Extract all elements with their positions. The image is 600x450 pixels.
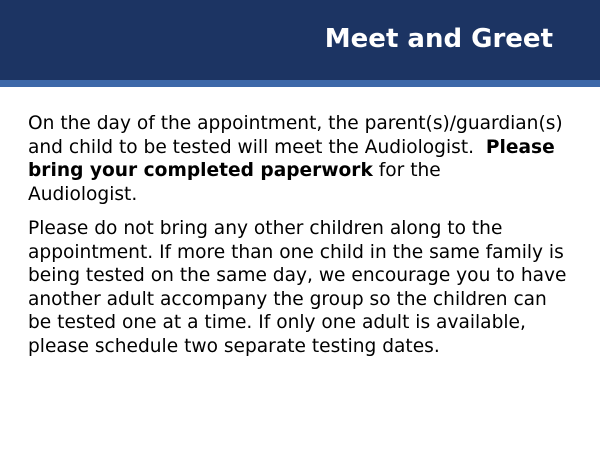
paragraph-1-line-3 [28,159,578,183]
paragraph-1-line-1: On the day of the appointment, the parent(s)/guardian(s) [28,113,563,134]
slide-title: Meet and Greet [324,24,553,54]
please-emphasis: Please [485,136,555,158]
paragraph-2-line-4: another adult accompany the group so the children can [28,288,547,310]
paragraph-1-line-2-text: and child to be tested will meet the Audiologist. [28,136,486,158]
bring-paperwork-emphasis: bring your completed paperwork [28,160,373,181]
paragraph-1-line-4: Audiologist. [28,183,138,205]
paragraph-other-children [28,217,578,358]
paragraph-2-line-6: please schedule two separate testing dates. [28,335,440,357]
paragraph-1-line-2 [28,136,578,160]
paragraph-1-line-3-text: for the [372,160,441,181]
header-accent-stripe [0,80,600,87]
slide-body [28,112,578,358]
paragraph-2-line-1: Please do not bring any other children along to the [28,218,503,239]
paragraph-2-line-5: be tested one at a time. If only one adult is available, [28,312,526,333]
paragraph-2-line-3: being tested on the same day, we encourage you to have [28,265,567,286]
header-bar [0,0,600,80]
paragraph-meet-audiologist [28,112,578,206]
paragraph-2-line-2: appointment. If more than one child in the same family is [28,241,564,263]
